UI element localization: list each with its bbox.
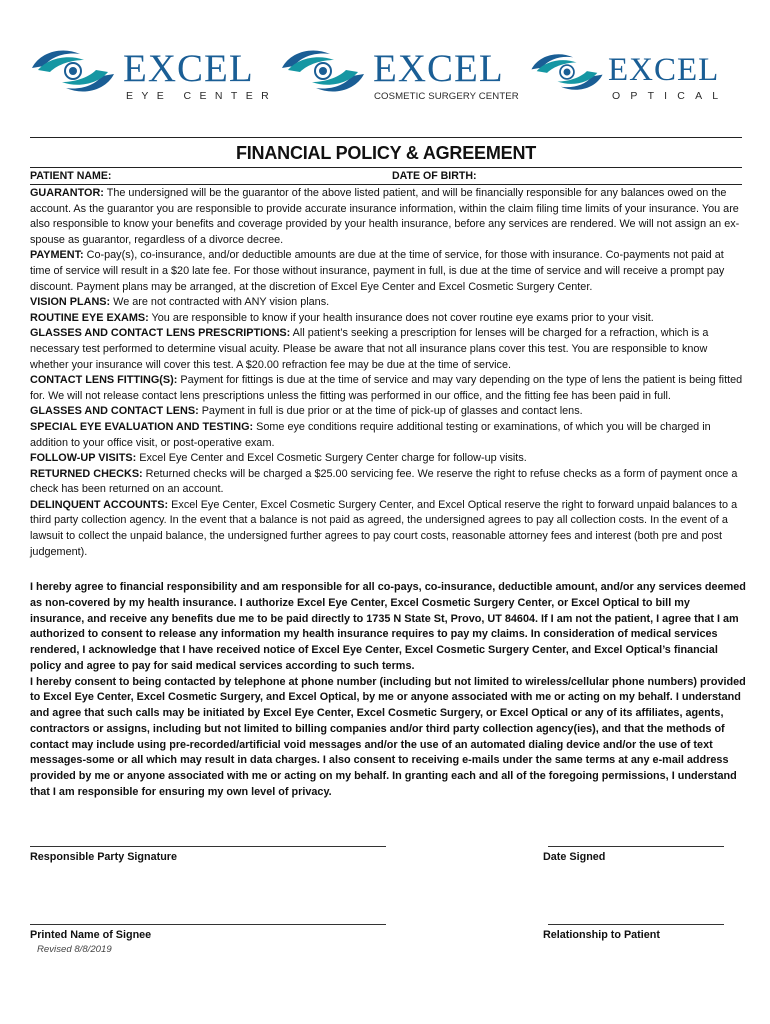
date-of-birth-field[interactable]: DATE OF BIRTH: [392, 170, 477, 182]
section-text: Payment for fittings is due at the time of service and may vary depending on the type of lens the patient is being fitted for. We will not release contact lens prescriptions unless the fitting was performed in our office, and the fitting fee has been paid in full. [30, 374, 743, 402]
section-label: DELINQUENT ACCOUNTS: [30, 498, 169, 511]
section-label: PAYMENT: [30, 249, 84, 262]
section-text: All patient’s seeking a prescription for lenses will be charged for a refraction, which is a necessary test performed to determine visual acuity. Please be aware that not all insurance plans cover this test. You are responsible to know whether your insurance will cover this test. A $20.00 refraction fee may be due at the time of service. [30, 327, 709, 371]
financial-agreement-paragraph: I hereby agree to financial responsibility and am responsible for all co-pays, co-insurance, deductible amount, and/or any services deemed as non-covered by my health insurance. I authorize Excel Eye Center, Excel Cosmetic Surgery Center, or Excel Optical to bill my insurance, and receive any benefits due me to be paid directly to 1735 N State St, Provo, UT 84604. If I am not the patient, I agree that I am authorized to consent to release any information my health insurance requires to pay my claims. In consideration of medical services rendered, I acknowledge that I have received notice of Excel Eye Center, Excel Cosmetic Surgery Center, and Excel Optical’s financial policy and agree to pay for said medical services according to such terms. [30, 581, 746, 672]
section-text: The undersigned will be the guarantor of the above listed patient, and will be financially responsible for any balances owed on the account. As the guarantor you are responsible to provide accurate insurance information, within the claim filing time limits of your insurance. You are also responsible to know your benefits and coverage provided by your health insurance, before any services are rendered. We will not assign an ex-spouse as guarantor, regardless of a divorce decree. [30, 187, 740, 246]
printed-name-line[interactable] [30, 924, 386, 925]
relationship-label: Relationship to Patient [543, 929, 660, 941]
divider [30, 184, 742, 185]
logo2-name: EXCEL [373, 47, 504, 90]
logo2-sub: COSMETIC SURGERY CENTER [374, 91, 519, 102]
section-text: Some eye conditions require additional testing or examinations, of which you will be charged in addition to your office visit, or post-operative exam. [30, 420, 711, 449]
section-label: ROUTINE EYE EXAMS: [30, 311, 149, 324]
section-label: GLASSES AND CONTACT LENS: [30, 405, 199, 418]
telephone-consent-paragraph: I hereby consent to being contacted by telephone at phone number (including but not limited to wireless/cellular phone numbers) provided to Excel Eye Center, Excel Cosmetic Surgery, and Excel Optical, by me or anyone associated with me or acting on my behalf. I understand and agree that such calls may be initiated by Excel Eye Center, Excel Cosmetic Surgery, or Excel Optical or any of its affiliates, agents, contractors or assigns, including but not limited to billing companies and/or third party collection agency(ies), and that the methods of contact may include using pre-recorded/artificial void messages and/or the use of an automated dialing device and/or the use of text messages-some or all which may result in data charges. I also consent to receiving e-mails under the same terms at any e-mail address provided by me or anyone associated with me or acting on my behalf. In granting each and all of the foregoing permissions, I understand that I am responsible for ensuring my own level of privacy. [30, 675, 746, 798]
date-signed-line[interactable] [548, 846, 724, 847]
section-payment [30, 248, 746, 295]
logo3-name: EXCEL [608, 52, 720, 88]
logo3-sub: OPTICAL [612, 90, 729, 102]
section-label: CONTACT LENS FITTING(S): [30, 374, 178, 387]
responsible-party-signature-line[interactable] [30, 846, 386, 847]
section-delinquent-accounts [30, 498, 746, 560]
section-label: RETURNED CHECKS: [30, 467, 143, 480]
section-returned-checks [30, 467, 746, 498]
section-text: Excel Eye Center, Excel Cosmetic Surgery Center, and Excel Optical reserve the right to forward unpaid balances to a third party collection agency. In the event that a balance is not paid as agreed, the undersigned agrees to pay all collection costs. In the event of a lawsuit to collect the unpaid balance, the undersigned further agrees to pay court costs, reasonable attorney fees and interest (both pre and post judgement). [30, 498, 738, 558]
patient-info-row [30, 170, 742, 185]
divider [30, 137, 742, 138]
section-text: We are not contracted with ANY vision plans. [110, 296, 330, 309]
hands-eye-icon [28, 48, 118, 94]
section-follow-up-visits [30, 451, 746, 467]
section-text: Co-pay(s), co-insurance, and/or deductible amounts are due at the time of service, for those with insurance. Co-payments not paid at time of service will result in a $20 late fee. For those without insurance, payment in full, is due at the time of service and will receive a prompt pay discount. Payment plans may be arranged, at the discretion of Excel Eye Center and Excel Cosmetic Surgery Center. [30, 249, 725, 293]
section-guarantor [30, 186, 746, 248]
revised-date: Revised 8/8/2019 [37, 944, 112, 955]
consent-block [30, 580, 746, 801]
section-special-eye-evaluation [30, 420, 746, 451]
logo1-name: EXCEL [123, 47, 254, 90]
logo1-sub: EYE CENTER [126, 90, 278, 102]
page-title: FINANCIAL POLICY & AGREEMENT [235, 143, 537, 163]
section-label: GUARANTOR: [30, 187, 104, 199]
section-label: FOLLOW-UP VISITS: [30, 452, 137, 465]
section-label: VISION PLANS: [30, 296, 111, 309]
excel-eye-center-logo [28, 44, 288, 108]
policy-sections [30, 186, 746, 560]
hands-eye-icon [278, 48, 368, 94]
responsible-party-label: Responsible Party Signature [30, 851, 177, 863]
patient-name-field[interactable]: PATIENT NAME: [30, 170, 112, 182]
relationship-line[interactable] [548, 924, 724, 925]
section-vision-plans [30, 295, 746, 311]
excel-optical-logo [528, 44, 748, 108]
divider [30, 167, 742, 168]
section-routine-eye-exams [30, 311, 746, 327]
section-label: SPECIAL EYE EVALUATION AND TESTING: [30, 420, 254, 433]
logo-header [28, 44, 748, 114]
excel-cosmetic-logo [278, 44, 538, 108]
section-label: GLASSES AND CONTACT LENS PRESCRIPTIONS: [30, 327, 291, 340]
printed-name-label: Printed Name of Signee [30, 929, 152, 941]
hands-eye-icon [528, 52, 606, 92]
section-text: Payment in full is due prior or at the time of pick-up of glasses and contact lens. [198, 405, 583, 418]
section-prescriptions [30, 326, 746, 373]
date-signed-label: Date Signed [543, 851, 606, 863]
section-glasses-contact-lens [30, 404, 746, 420]
section-contact-lens-fitting [30, 373, 746, 404]
section-text: Returned checks will be charged a $25.00 servicing fee. We reserve the right to refuse checks as a form of payment once a check has been returned on an account. [30, 467, 738, 496]
section-text: You are responsible to know if your health insurance does not cover routine eye exams prior to your visit. [148, 311, 654, 324]
section-text: Excel Eye Center and Excel Cosmetic Surgery Center charge for follow-up visits. [136, 452, 527, 465]
